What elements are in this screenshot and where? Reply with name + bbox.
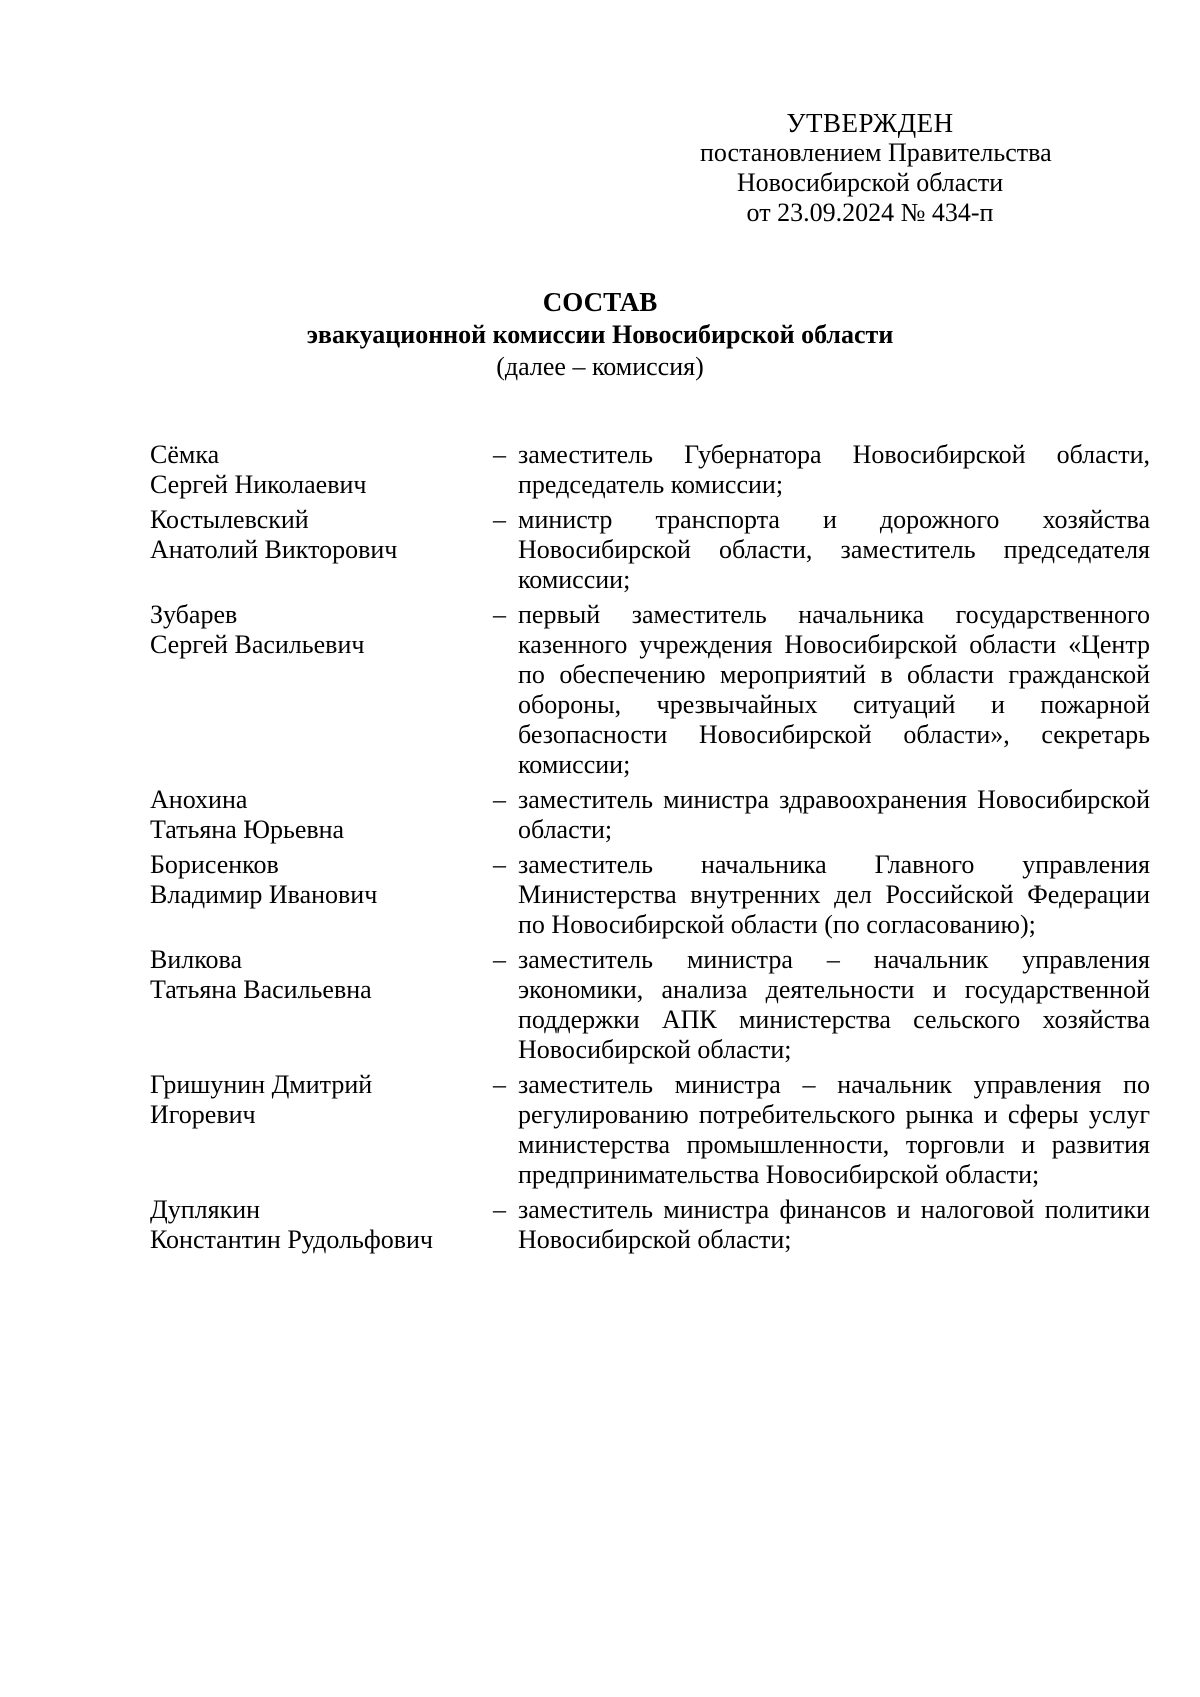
member-name <box>150 785 493 845</box>
member-role: заместитель министра – начальник управления экономики, анализа деятельности и государственной поддержки АПК министерства сельского хозяйства Новосибирской области; <box>518 945 1150 1064</box>
document-subtitle: эвакуационной комиссии Новосибирской области <box>306 320 894 349</box>
member-dash: – <box>493 440 506 469</box>
member-surname: Сёмка <box>150 440 220 469</box>
member-role: заместитель министра финансов и налоговой политики Новосибирской области; <box>518 1195 1150 1254</box>
approval-line-3: от 23.09.2024 № 434-п <box>746 198 994 227</box>
member-given-name: Константин Рудольфович <box>150 1225 433 1254</box>
approval-heading: УТВЕРЖДЕН <box>786 108 954 138</box>
member-row <box>150 850 1150 940</box>
member-row <box>150 1070 1150 1190</box>
member-name <box>150 850 493 940</box>
member-dash: – <box>493 850 506 879</box>
member-role: заместитель министра здравоохранения Новосибирской области; <box>518 785 1150 844</box>
member-name <box>150 440 493 500</box>
approval-stamp <box>700 108 1052 228</box>
member-name <box>150 505 493 595</box>
member-row <box>150 945 1150 1065</box>
member-surname: Костылевский <box>150 505 309 534</box>
member-row <box>150 785 1150 845</box>
member-dash: – <box>493 600 506 629</box>
member-role: первый заместитель начальника государственного казенного учреждения Новосибирской области «Центр по обеспечению мероприятий в области гражданской обороны, чрезвычайных ситуаций и пожарной безопасности Новосибирской области», секретарь комиссии; <box>518 600 1150 779</box>
member-given-name: Татьяна Юрьевна <box>150 815 345 844</box>
member-given-name: Сергей Николаевич <box>150 470 367 499</box>
approval-line-2: Новосибирской области <box>736 168 1004 197</box>
member-dash: – <box>493 505 506 534</box>
member-surname: Вилкова <box>150 945 243 974</box>
document-title: СОСТАВ <box>542 287 658 317</box>
member-dash: – <box>493 945 506 974</box>
member-row <box>150 600 1150 780</box>
member-dash: – <box>493 785 506 814</box>
member-surname: Дуплякин <box>150 1195 261 1224</box>
member-role: министр транспорта и дорожного хозяйства Новосибирской области, заместитель председателя комиссии; <box>518 505 1150 594</box>
member-given-name: Игоревич <box>150 1100 256 1129</box>
member-name <box>150 600 493 780</box>
approval-line-1: постановлением Правительства <box>700 138 1052 167</box>
members-list <box>150 440 1150 1260</box>
member-surname: Борисенков <box>150 850 279 879</box>
member-name <box>150 1070 493 1190</box>
member-row <box>150 440 1150 500</box>
document-note: (далее – комиссия) <box>496 352 704 381</box>
member-given-name: Владимир Иванович <box>150 880 378 909</box>
member-surname: Гришунин Дмитрий <box>150 1070 373 1099</box>
member-dash: – <box>493 1195 506 1224</box>
member-given-name: Сергей Васильевич <box>150 630 365 659</box>
title-block <box>0 286 1200 383</box>
member-role: заместитель начальника Главного управления Министерства внутренних дел Российской Федерации по Новосибирской области (по согласованию); <box>518 850 1150 939</box>
member-role: заместитель министра – начальник управления по регулированию потребительского рынка и сферы услуг министерства промышленности, торговли и развития предпринимательства Новосибирской области; <box>518 1070 1150 1189</box>
member-name <box>150 1195 493 1255</box>
member-row <box>150 1195 1150 1255</box>
member-surname: Анохина <box>150 785 248 814</box>
member-given-name: Анатолий Викторович <box>150 535 398 564</box>
member-surname: Зубарев <box>150 600 238 629</box>
member-row <box>150 505 1150 595</box>
member-name <box>150 945 493 1065</box>
member-given-name: Татьяна Васильевна <box>150 975 372 1004</box>
member-role: заместитель Губернатора Новосибирской области, председатель комиссии; <box>518 440 1150 499</box>
member-dash: – <box>493 1070 506 1099</box>
